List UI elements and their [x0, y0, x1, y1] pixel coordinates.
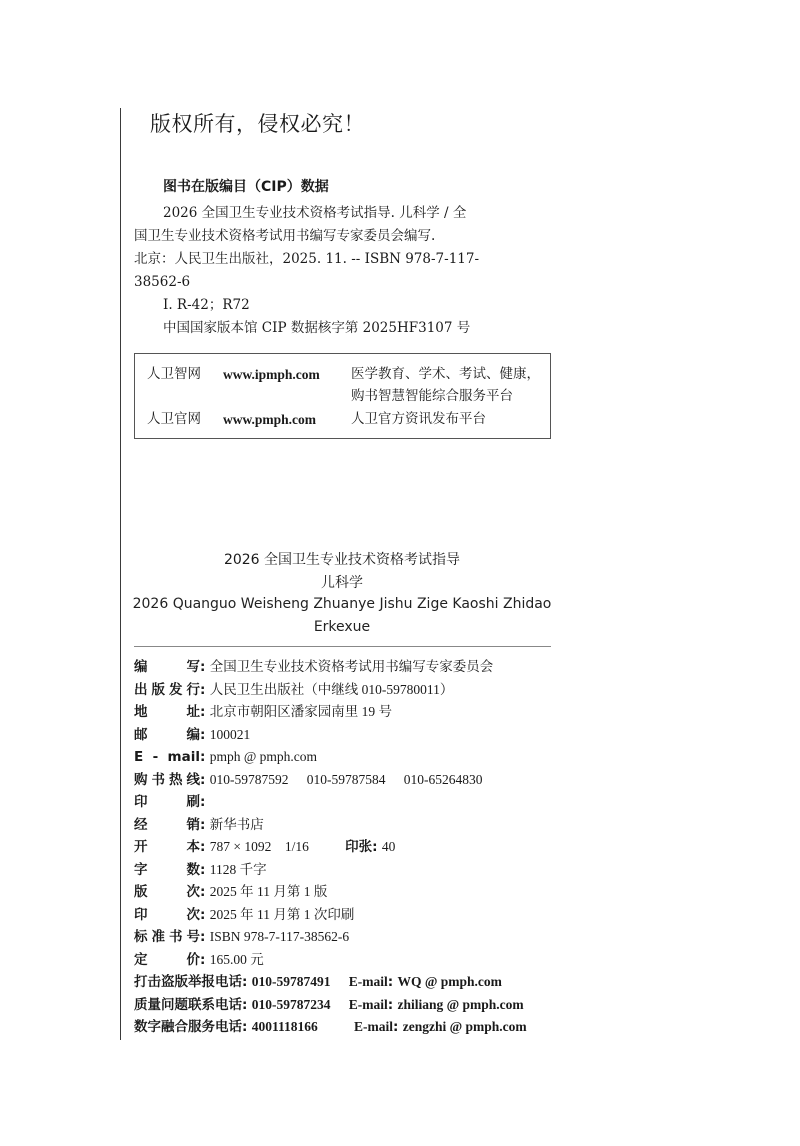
- info-label: 印张: [345, 839, 373, 855]
- info-row-impression: 印次: 2025 年 11 月第 1 次印刷: [134, 904, 564, 927]
- info-row-word-count: 字数: 1128 千字: [134, 859, 564, 882]
- info-label: 印次: [134, 906, 200, 923]
- info-label: 出版发行: [134, 681, 200, 698]
- email-link[interactable]: zhiliang @ pmph.com: [397, 996, 524, 1012]
- email-link[interactable]: WQ @ pmph.com: [397, 974, 502, 989]
- phone-number: 010-59787584: [306, 771, 386, 787]
- info-value: 1128 千字: [209, 861, 267, 877]
- info-value: 人民卫生出版社（中继线 010-59780011）: [209, 681, 454, 697]
- info-row-format: 开本: 787 × 1092 1/16 印张: 40: [134, 836, 564, 859]
- info-value: 100021: [209, 726, 251, 742]
- info-label: 购书热线: [134, 771, 200, 788]
- book-subtitle-pinyin: Erkexue: [313, 619, 371, 635]
- promo-description: 医学教育、学术、考试、健康，: [351, 366, 540, 382]
- phone-number: 4001118166: [251, 1019, 318, 1034]
- phone-number: 010-59787234: [251, 996, 331, 1012]
- info-label: E-mail: [354, 1019, 394, 1034]
- info-label: 数字融合服务电话: [134, 1019, 242, 1035]
- info-row-address: 地址: 北京市朝阳区潘家园南里 19 号: [134, 701, 564, 724]
- cip-heading: 图书在版编目（CIP）数据: [163, 179, 329, 195]
- info-row-postcode: 邮编: 100021: [134, 724, 564, 747]
- info-row-email: E - mail: pmph @ pmph.com: [134, 746, 564, 769]
- info-label: 定价: [134, 951, 200, 968]
- info-value: 2025 年 11 月第 1 次印刷: [209, 906, 355, 922]
- promo-url-link[interactable]: www.ipmph.com: [223, 367, 320, 382]
- cip-line: 北京：人民卫生出版社，2025. 11. -- ISBN 978-7-117-: [134, 251, 480, 267]
- info-value: 新华书店: [209, 816, 264, 832]
- info-row-edition: 版次: 2025 年 11 月第 1 版: [134, 881, 564, 904]
- book-title-pinyin: 2026 Quanguo Weisheng Zhuanye Jishu Zige Kaoshi Zhidao: [132, 596, 552, 612]
- info-value: 165.00 元: [209, 951, 264, 967]
- info-value: 全国卫生专业技术资格考试用书编写专家委员会: [209, 659, 494, 674]
- info-label: 地址: [134, 704, 200, 720]
- info-label: 版次: [134, 884, 200, 900]
- promo-description: 人卫官方资讯发布平台: [351, 411, 486, 427]
- info-row-quality: 质量问题联系电话: 010-59787234 E-mail: zhiliang @ pmph.com: [134, 994, 564, 1017]
- copyright-notice: 版权所有，侵权必究！: [150, 112, 365, 136]
- promo-description: 购书智慧智能综合服务平台: [351, 388, 513, 404]
- book-subtitle-zh: 儿科学: [321, 575, 363, 591]
- info-label: 邮编: [134, 726, 200, 743]
- phone-number: 010-59787491: [251, 974, 331, 989]
- info-label: 标准书号: [134, 929, 200, 945]
- info-label: E - mail: [134, 749, 200, 765]
- info-row-piracy: 打击盗版举报电话: 010-59787491 E-mail: WQ @ pmph.com: [134, 971, 564, 994]
- cip-line: 国卫生专业技术资格考试用书编写专家委员会编写.: [134, 228, 436, 244]
- info-value: 787 × 1092 1/16: [209, 839, 309, 854]
- info-value: 2025 年 11 月第 1 版: [209, 884, 328, 899]
- cip-classification: Ⅰ. R-42；R72: [163, 297, 250, 313]
- phone-number: 010-59787592: [209, 771, 289, 787]
- email-link[interactable]: pmph @ pmph.com: [209, 749, 318, 764]
- info-label: 开本: [134, 839, 200, 855]
- cip-line: 2026 全国卫生专业技术资格考试指导. 儿科学 / 全: [163, 205, 467, 221]
- promo-site-name: 人卫官网: [147, 411, 201, 427]
- cip-record-number: 中国国家版本馆 CIP 数据核字第 2025HF3107 号: [163, 320, 471, 336]
- info-row-price: 定价: 165.00 元: [134, 949, 564, 972]
- info-row-digital: 数字融合服务电话: 4001118166 E-mail: zengzhi @ pmph.com: [134, 1016, 564, 1039]
- publication-info: [134, 656, 564, 1039]
- phone-number: 010-65264830: [403, 771, 483, 787]
- book-title-zh: 2026 全国卫生专业技术资格考试指导: [223, 552, 461, 568]
- promo-site-name: 人卫智网: [147, 366, 201, 382]
- info-row-isbn: 标准书号: ISBN 978-7-117-38562-6: [134, 926, 564, 949]
- info-label: 经销: [134, 816, 200, 833]
- info-row-publisher: 出版发行: 人民卫生出版社（中继线 010-59780011）: [134, 679, 564, 702]
- info-value: 北京市朝阳区潘家园南里 19 号: [209, 704, 392, 719]
- cip-line: 38562-6: [134, 274, 191, 290]
- info-row-printer: 印刷:: [134, 791, 564, 814]
- info-label: 编写: [134, 659, 200, 675]
- info-label: E-mail: [348, 996, 388, 1012]
- info-row-hotline: 购书热线: 010-59787592 010-59787584 010-65264830: [134, 769, 564, 792]
- email-link[interactable]: zengzhi @ pmph.com: [402, 1019, 527, 1034]
- info-label: 字数: [134, 861, 200, 878]
- info-value: ISBN 978-7-117-38562-6: [209, 929, 350, 944]
- info-row-distributor: 经销: 新华书店: [134, 814, 564, 837]
- info-label: E-mail: [348, 974, 388, 989]
- info-row-editor: 编写: 全国卫生专业技术资格考试用书编写专家委员会: [134, 656, 564, 679]
- info-label: 印刷: [134, 794, 200, 810]
- info-label: 质量问题联系电话: [134, 996, 242, 1013]
- promo-url-link[interactable]: www.pmph.com: [223, 412, 317, 427]
- info-label: 打击盗版举报电话: [134, 974, 242, 990]
- cip-description: [134, 202, 514, 294]
- title-divider: [134, 646, 551, 647]
- promo-box: [134, 353, 551, 439]
- info-value: 40: [381, 839, 396, 854]
